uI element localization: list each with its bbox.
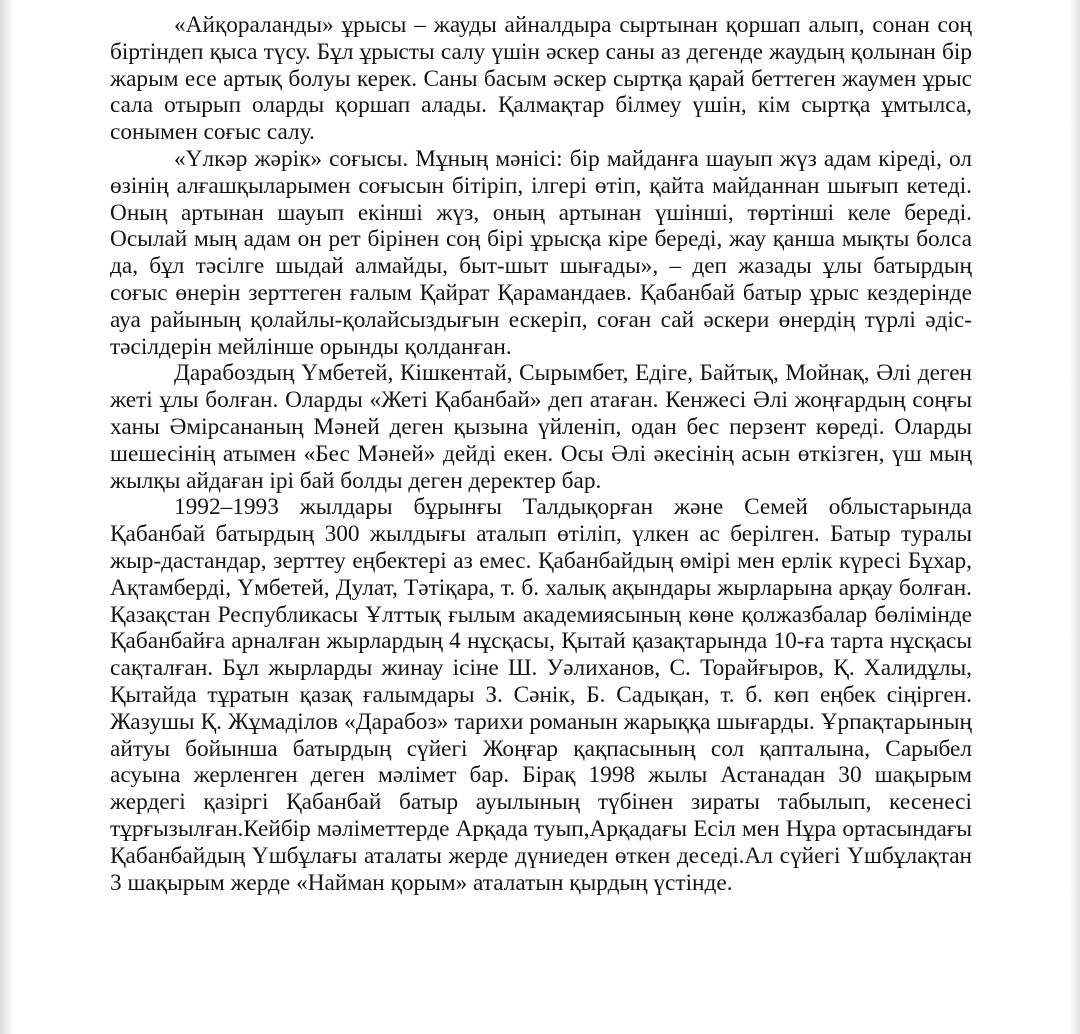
paragraph-3: Дарабоздың Үмбетей, Кішкентай, Сырымбет, Едіге, Байтық, Мойнақ, Әлі деген жеті ұлы болған. Оларды «Жеті Қабанбай» деп атаған. Кенжесі Әлі жоңғардың соңғы ханы Әмірсананың Мәней деген қызына үйленіп, одан бес перзент көреді. Оларды шешесінің атымен «Бес Мәней» дейді екен. Осы Әлі әкесінің асын өткізген, үш мың жылқы айдаған ірі бай болды деген деректер бар.	[110, 360, 972, 494]
left-page-edge	[0, 0, 14, 1034]
paragraph-2: «Үлкәр жәрік» соғысы. Мұның мәнісі: бір майданға шауып жүз адам кіреді, ол өзінің алғашқыларымен соғысын бітіріп, ілгері өтіп, қайта майданнан шығып кетеді. Оның артынан шауып екінші жүз, оның артынан үшінші, төртінші келе береді. Осылай мың адам он рет бірінен соң бірі ұрысқа кіре береді, жау қанша мықты болса да, бұл тәсілге шыдай алмайды, быт-шыт шығады», – деп жазады ұлы батырдың соғыс өнерін зерттеген ғалым Қайрат Қарамандаев. Қабанбай батыр ұрыс кездерінде ауа райының қолайлы-қолайсыздығын ескеріп, соған сай әскери өнердің түрлі әдіс-тәсілдерін мейлінше орынды қолданған.	[110, 145, 972, 360]
right-page-edge	[1070, 0, 1080, 1034]
document-body	[110, 12, 972, 896]
paragraph-1: «Айқораланды» ұрысы – жауды айналдыра сыртынан қоршап алып, сонан соң біртіндеп қыса түсу. Бұл ұрысты салу үшін әскер саны аз дегенде жаудың қолынан бір жарым есе артық болуы керек. Саны басым әскер сыртқа қарай беттеген жаумен ұрыс сала отырып оларды қоршап алады. Қалмақтар білмеу үшін, кім сыртқа ұмтылса, сонымен соғыс салу.	[110, 12, 972, 146]
paragraph-4: 1992–1993 жылдары бұрынғы Талдықорған және Семей облыстарында Қабанбай батырдың 300 жылдығы аталып өтіліп, үлкен ас берілген. Батыр туралы жыр-дастандар, зерттеу еңбектері аз емес. Қабанбайдың өмірі мен ерлік күресі Бұхар, Ақтамберді, Үмбетей, Дулат, Тәтіқара, т. б. халық ақындары жырларына арқау болған. Қазақстан Республикасы Ұлттық ғылым академиясының көне қолжазбалар бөлімінде Қабанбайға арналған жырлардың 4 нұсқасы, Қытай қазақтарында 10-ға тарта нұсқасы сақталған. Бұл жырларды жинау ісіне Ш. Уәлиханов, С. Торайғыров, Қ. Халидұлы, Қытайда тұратын қазақ ғалымдары З. Сәнік, Б. Садықан, т. б. көп еңбек сіңірген. Жазушы Қ. Жұмаділов «Дарабоз» тарихи романын жарыққа шығарды. Ұрпақтарының айтуы бойынша батырдың сүйегі Жоңғар қақпасының сол қапталына, Сарыбел асуына жерленген деген мәлімет бар. Бірақ 1998 жылы Астанадан 30 шақырым жердегі қазіргі Қабанбай батыр ауылының түбінен зираты табылып, кесенесі тұрғызылған.Кейбір мәліметтерде Арқада туып,Арқадағы Есіл мен Нұра ортасындағы Қабанбайдың Үшбұлағы аталаты жерде дүниеден өткен деседі.Ал сүйегі Үшбұлақтан 3 шақырым жерде «Найман қорым» аталатын қырдың үстінде.	[110, 494, 972, 896]
document-page	[110, 12, 972, 1034]
